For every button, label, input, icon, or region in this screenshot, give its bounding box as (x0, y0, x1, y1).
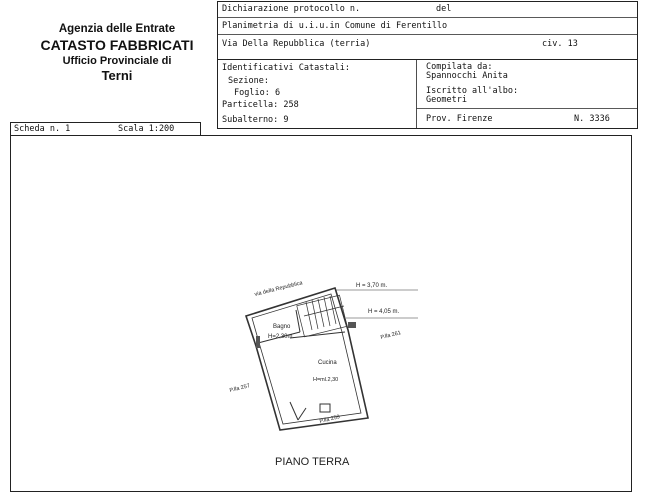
door-left (256, 336, 260, 348)
parcel-259-label: P.lla 259 (319, 414, 341, 425)
catasto-title: CATASTO FABBRICATI (40, 37, 194, 53)
albo-value: Geometri (426, 95, 467, 105)
bagno-height-label: H=2,30m. (268, 334, 295, 340)
cucina-height-label: H=ml.2,30 (313, 377, 339, 383)
bagno-label: Bagno (273, 324, 291, 330)
bagno-wall-v (296, 310, 300, 332)
height-1-label: H = 3,70 m. (356, 283, 388, 289)
agency-name: Agenzia delle Entrate (58, 23, 176, 35)
street-label: via della Repubblica (254, 280, 304, 298)
particella-field: Particella: 258 (222, 100, 299, 110)
chimney-line-2 (298, 408, 306, 420)
door-bottom (320, 404, 330, 412)
height-2-label: H = 4,05 m. (368, 309, 400, 315)
floor-title: PIANO TERRA (275, 456, 350, 468)
parcel-257-label: P.lla 257 (229, 383, 251, 394)
parcel-261-label: P.lla 261 (380, 330, 402, 341)
albo-label: Iscritto all'albo: (426, 86, 519, 96)
plan-labels (229, 280, 402, 468)
outer-wall (246, 288, 368, 430)
protocol-label: Dichiarazione protocollo n. (222, 4, 361, 14)
protocol-del: del (436, 4, 452, 14)
foglio-field: Foglio: 6 (234, 88, 281, 98)
planimetria-label: Planimetria di u.i.u.in Comune di Ferentillo (222, 21, 448, 31)
inner-wall (252, 294, 361, 424)
cucina-label: Cucina (318, 360, 337, 366)
province-label: Prov. Firenze (426, 114, 493, 124)
compiler-name: Spannocchi Anita (426, 71, 508, 81)
sezione-field: Sezione: (228, 76, 269, 86)
registration-number: N. 3336 (574, 114, 610, 124)
office-label: Ufficio Provinciale di (62, 55, 172, 67)
door-right (348, 322, 356, 328)
scheda-number: Scheda n. 1 (14, 124, 71, 134)
address-label: Via Della Repubblica (terria) (222, 39, 371, 49)
subalterno-field: Subalterno: 9 (222, 115, 289, 125)
identifiers-title: Identificativi Catastali: (222, 63, 350, 73)
office-city: Terni (101, 68, 133, 83)
civic-number: civ. 13 (542, 39, 578, 49)
chimney-line-1 (290, 402, 298, 420)
compiler-label: Compilata da: (426, 62, 493, 72)
scale-label: Scala 1:200 (118, 124, 175, 134)
